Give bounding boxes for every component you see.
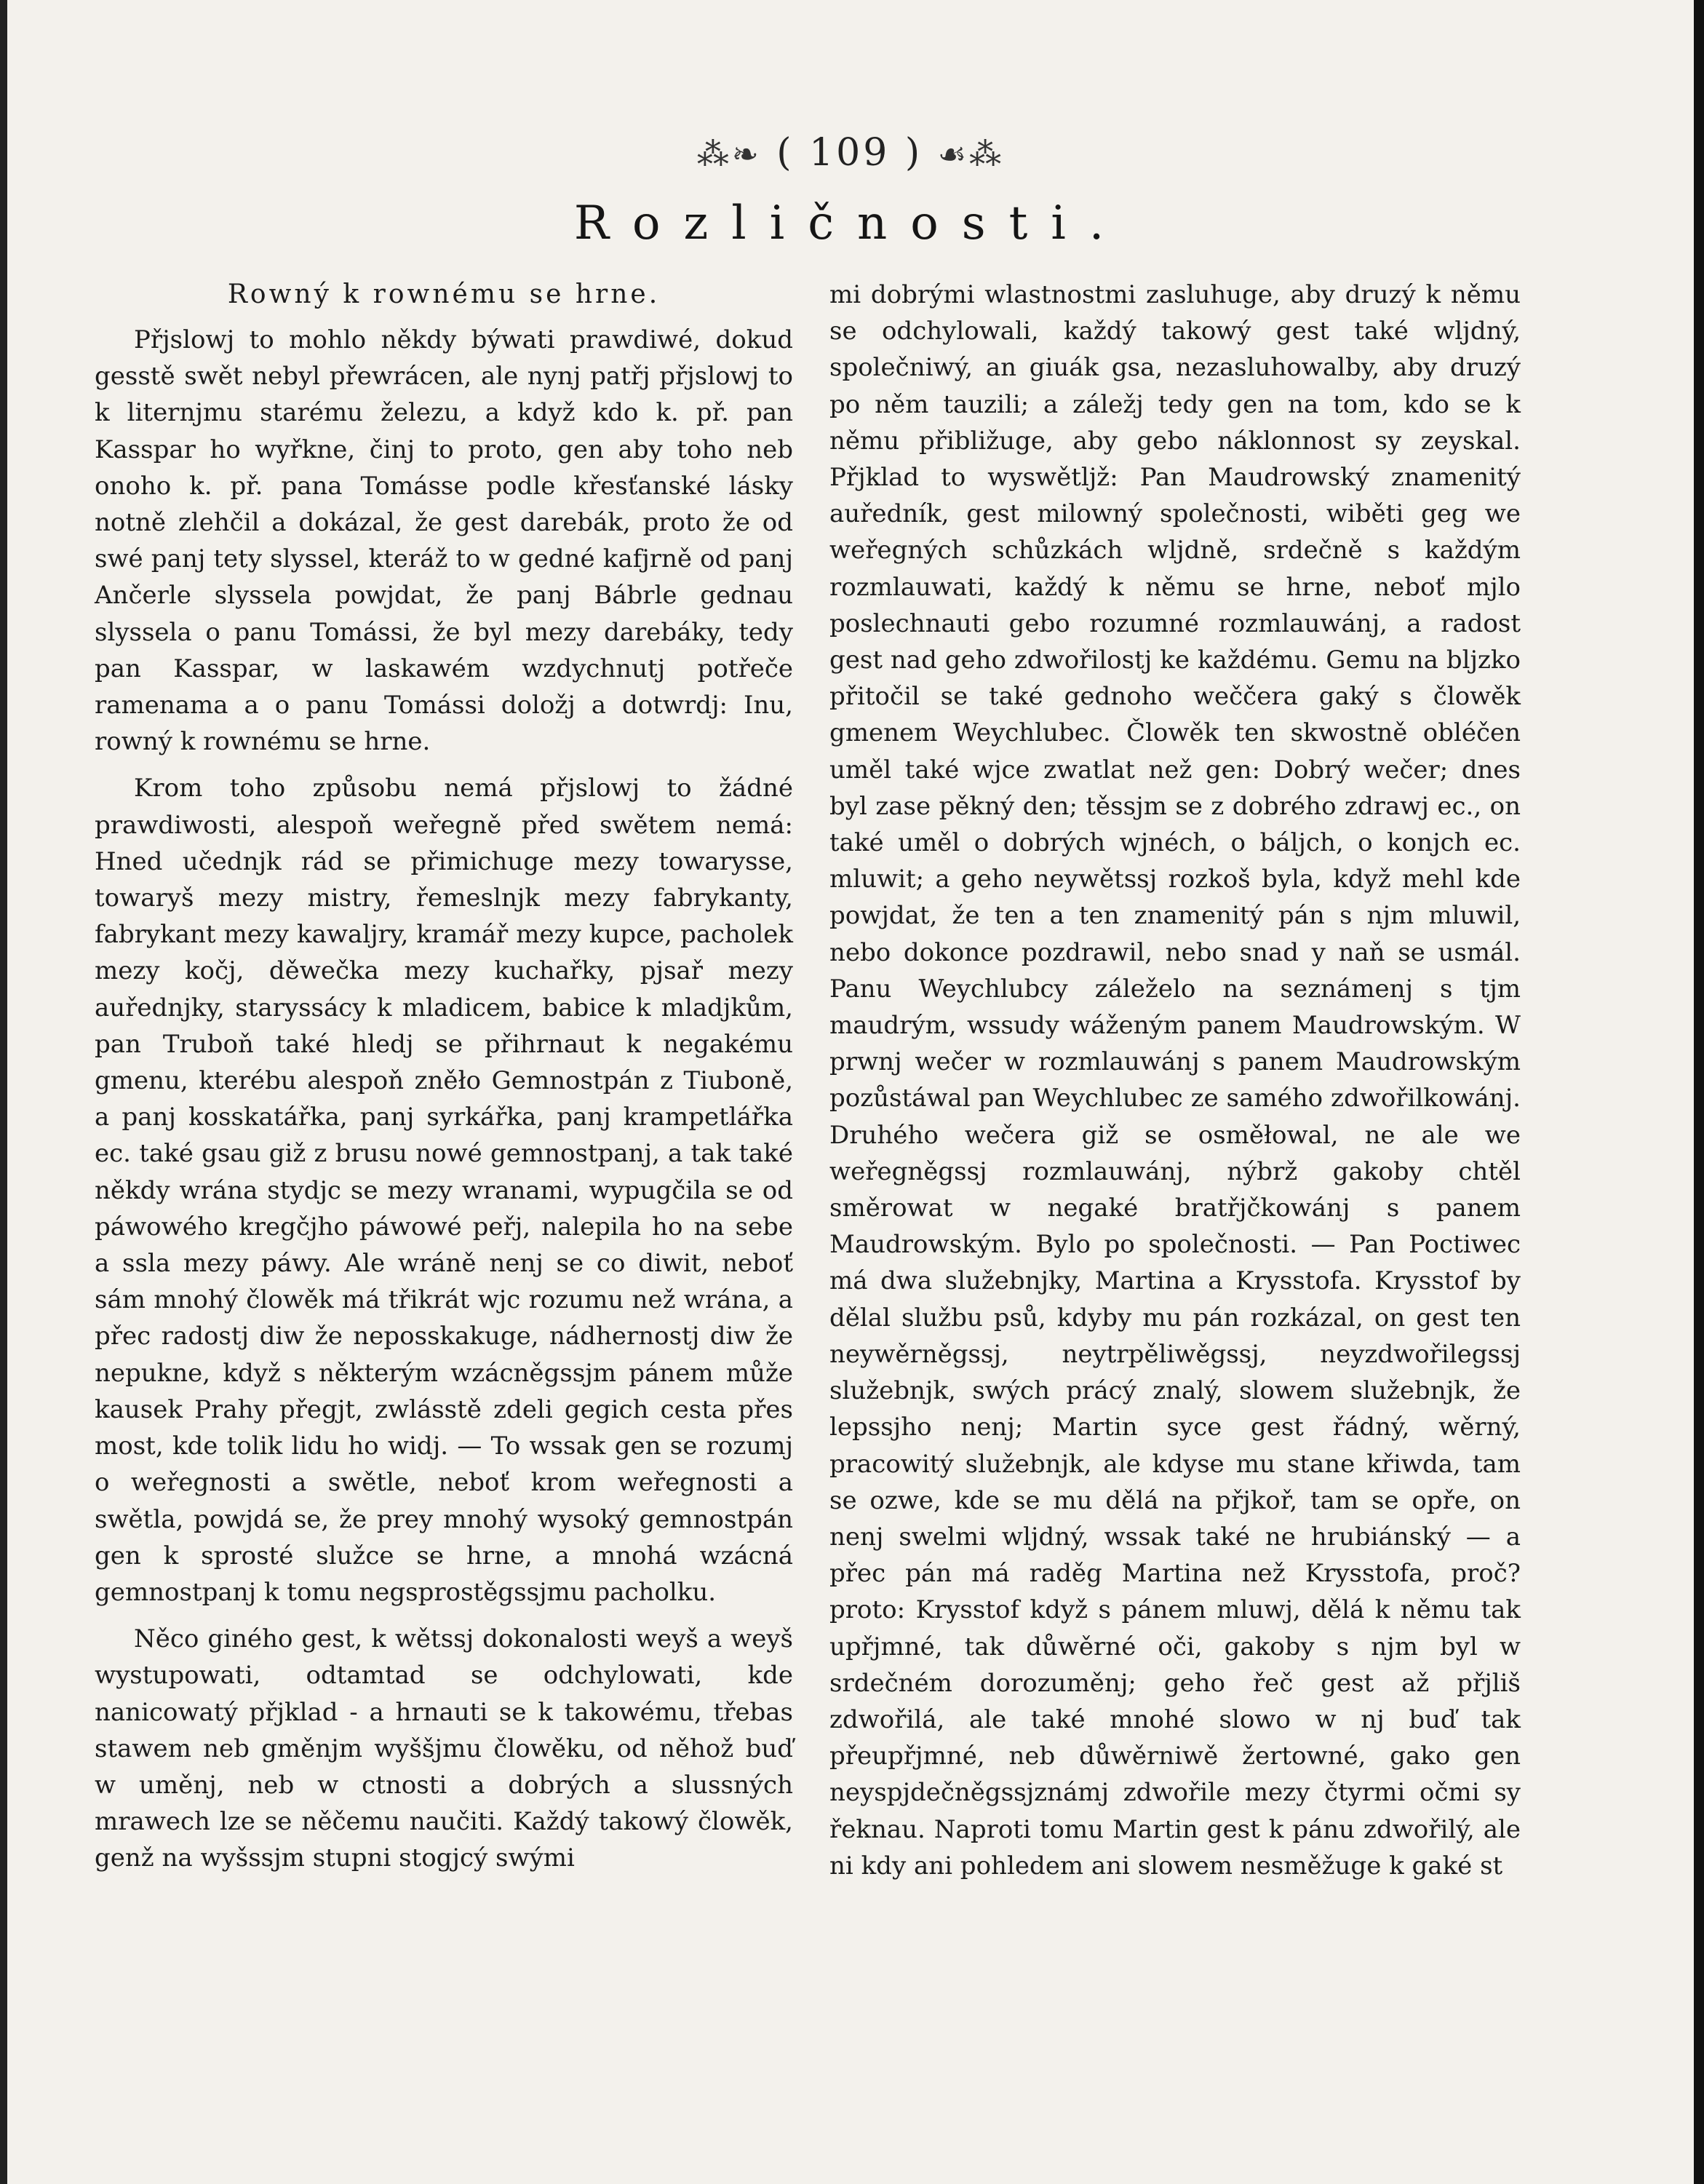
paragraph: Něco giného gest, k wětssj dokonalosti weyš a weyš wystupowati, odtamtad se odchylowati, kde nanicowatý přjklad - a hrnauti se k takowému, třebas stawem neb gměnjm wyššjmu člowěku, od něhož buď w uměnj, neb w ctnosti a dobrých a slussných mrawech lze se něčemu naučiti. Každý takowý člowěk, genž na wyšssjm stupni stogjcý swými [95, 1624, 793, 1873]
left-column [95, 277, 793, 1877]
right-column [829, 277, 1521, 1884]
article-title: Rowný k rownému se hrne. [227, 279, 661, 309]
paragraph: mi dobrými wlastnostmi zasluhuge, aby druzý k němu se odchylowali, každý takowý gest také wljdný, společniwý, an giuák gsa, nezasluhowalby, aby druzý po něm tauzili; a záležj tedy gen na tom, kdo se k němu přibližuge, aby gebo náklonnost sy zeyskal. Přjklad to wyswětljž: Pan Maudrowský znamenitý auředník, gest milowný společnosti, wiběti geg we weřegných schůzkách wljdně, srdečně s každým rozmlauwati, každý k němu se hrne, neboť mjlo poslechnauti gebo rozumné rozmlauwánj, a radost gest nad geho zdwořilostj ke každému. Gemu na bljzko přitočil se také gednoho weččera gaký s člowěk gmenem Weychlubec. Člowěk ten skwostně obléčen uměl také wjce zwatlat než gen: Dobrý wečer; dnes byl zase pěkný den; těssjm se z dobrého zdrawj ec., on také uměl o dobrých wjnéch, o báljch, o konjch ec. mluwit; a geho neywětssj rozkoš byla, když mehl kde powjdat, že ten a ten znamenitý pán s njm mluwil, nebo dokonce pozdrawil, nebo snad y naň se usmál. Panu Weychlubcy záleželo na seznámenj s tjm maudrým, wssudy wáženým panem Maudrowským. W prwnj wečer w rozmlauwánj s panem Maudrowským pozůstáwal pan Weychlubec ze samého zdwořilkowánj. Druhého wečera giž se osměłowal, ne ale we weřegněgssj rozmlauwánj, nýbrž gakoby chtěl směrowat w negaké bratřjčkowánj s panem Maudrowským. Bylo po společnosti. — Pan Poctiwec má dwa služebnjky, Martina a Krysstofa. Krysstof by dělal službu psů, kdyby mu pán rozkázal, on gest ten neywěrněgssj, neytrpěliwěgssj, neyzdwořilegssj služebnjk, swých prácý znalý, slowem služebnjk, že lepssjho nenj; Martin syce gest řádný, wěrný, pracowitý služebnjk, ale kdyse mu stane křiwda, tam se ozwe, kde se mu dělá na přjkoř, tam se opře, on nenj swelmi wljdný, wssak také ne hrubiánský — a přec pán má raděg Martina než Krysstofa, proč? proto: Krysstof když s pánem mluwj, dělá k němu tak upřjmné, tak důwěrné oči, gakoby s njm byl w srdečném dorozuměnj; geho řeč gest až přjliš zdwořilá, ale také mnohé slowo w nj buď tak přeupřjmné, neb důwěrniwě žertowné, gako gen neyspjdečněgssjznámj zdwořile mezy čtyrmi očmi sy řeknau. Naproti tomu Martin gest k pánu zdwořilý, ale ni kdy ani pohledem ani slowem nesměžuge k gaké st [829, 280, 1521, 1881]
ornament-right-icon: ☙⁂ [937, 136, 1005, 173]
book-page [7, 0, 1694, 2184]
ornament-left-icon: ⁂❧ [696, 136, 762, 173]
section-title: Rozličnosti. [573, 196, 1128, 250]
scan-right-edge [1694, 0, 1704, 2184]
page-number: ( 109 ) [776, 131, 923, 175]
running-header [7, 131, 1694, 175]
paragraph: Přjslowj to mohlo někdy býwati prawdiwé, dokud gesstě swět nebyl přewrácen, ale nynj patřj přjslowj to k liternjmu starému železu, a když kdo k. př. pan Kasspar ho wyřkne, činj to proto, gen aby toho neb onoho k. př. pana Tomásse podle křesťanské lásky notně zlehčil a dokázal, že gest darebák, proto že od swé panj tety slyssel, kteráž to w gedné kafjrně od panj Ančerle slyssela powjdat, že panj Bábrle gednau slyssela o panu Tomássi, že byl mezy darebáky, tedy pan Kasspar, w laskawém wzdychnutj potřeče ramenama a o panu Tomássi doložj a dotwrdj: Inu, rowný k rownému se hrne. [95, 325, 793, 757]
paragraph: Krom toho způsobu nemá přjslowj to žádné prawdiwosti, alespoň weřegně před swětem nemá: Hned učednjk rád se přimichuge mezy towarysse, towaryš mezy mistry, řemeslnjk mezy fabrykanty, fabrykant mezy kawaljry, kramář mezy kupce, pacholek mezy kočj, děwečka mezy kuchařky, pjsař mezy auřednjky, staryssácy k mladicem, babice k mladjkům, pan Truboň také hledj se přihrnaut k negakému gmenu, kterébu alespoň zněło Gemnostpán z Tiuboně, a panj kosskatářka, panj syrkářka, panj krampetlářka ec. také gsau giž z brusu nowé gemnostpanj, a tak také někdy wrána stydjc se mezy wranami, wypugčila se od páwowého kregčjho páwowé peřj, nalepila ho na sebe a ssla mezy páwy. Ale wráně nenj se co diwit, neboť sám mnohý člowěk má třikrát wjc rozumu než wrána, a přec radostj diw že neposskakuge, nádhernostj diw že nepukne, když s některým wzácněgssjm pánem může kausek Prahy přegjt, zwlásstě zdeli gegich cesta přes most, kde tolik lidu ho widj. — To wssak gen se rozumj o weřegnosti a swětle, neboť krom weřegnosti a swětla, powjdá se, že prey mnohý wysoký gemnostpán gen k sprosté služce se hrne, a mnohá wzácná gemnostpanj k tomu negsprostěgssjmu pacholku. [95, 774, 793, 1607]
